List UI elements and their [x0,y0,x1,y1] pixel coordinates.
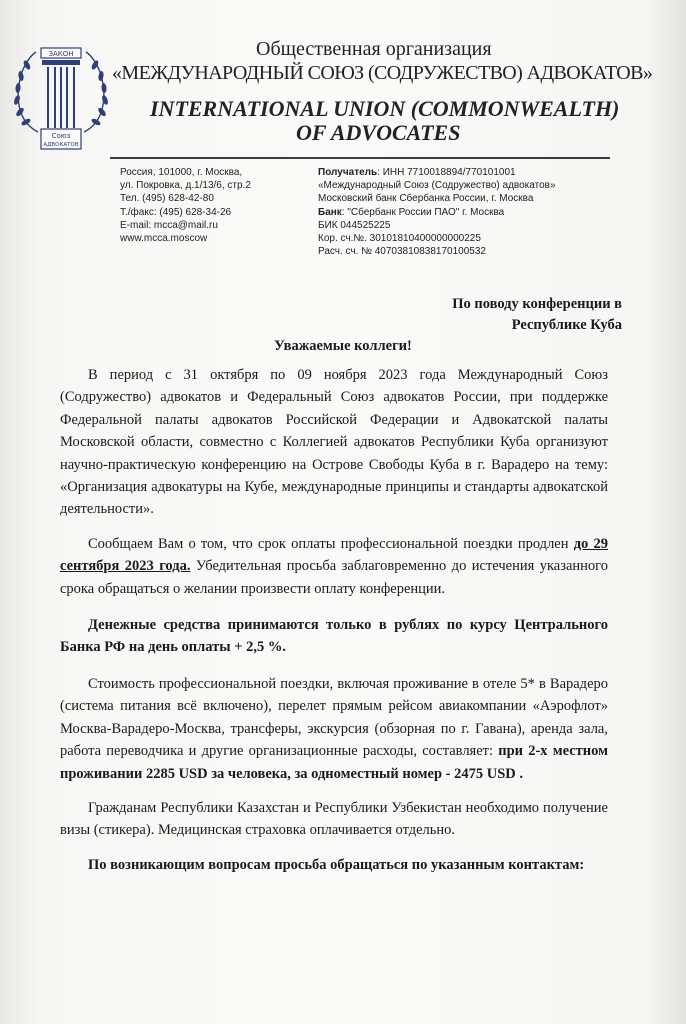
price-highlight: при 2-х местном проживании 2285 USD за человека, за одноместный номер - 2475 USD . [60,743,608,782]
contact-block [120,166,251,245]
paragraph-currency: Денежные средства принимаются только в рублях по курсу Центрального Банка РФ на день оплаты + 2,5 %. [60,617,608,656]
deadline-date: до 29 сентября 2023 года. [60,535,608,575]
paragraph-conference: В период с 31 октября по 09 ноября 2023 года Международный Союз (Содружество) адвокатов и Федеральный Союз адвокатов России, при поддержке Федеральной палаты адвокатов Российской Федерации и Адвокатской палаты Московской области, совместно с Коллегией адвокатов Республики Куба организуют научно-практическую конференцию на Острове Свободы Куба в г. Варадеро на тему: «Организация адвокатуры на Кубе, международные принципы и стандарты адвокатской деятельности». [60,367,608,518]
svg-text:АДВОКАТОВ: АДВОКАТОВ [43,142,79,148]
letter-subject: По поводу конференции в Республике Куба [452,296,622,333]
correspondent-account-line: Кор. сч.№. 30101810400000000225 [318,233,481,245]
paragraph-visa: Гражданам Республики Казахстан и Республики Узбекистан необходимо получение визы (стикера). Медицинская страховка оплачивается отдельно. [60,799,608,839]
org-name-en-line2: OF ADVOCATES [296,120,461,145]
address-line: Россия, 101000, г. Москва, [120,167,243,178]
bank-name-line: Банк: "Сбербанк России ПАО" г. Москва [318,206,505,218]
phone-line: Тел. (495) 628-42-80 [120,193,214,205]
website-line: www.mcca.moscow [120,233,208,245]
letter-body [60,364,608,876]
bank-detail-line: Московский банк Сбербанка России, г. Москва [318,193,534,205]
fax-line: Т./факс: (495) 628-34-26 [120,206,232,218]
address-line: ул. Покровка, д.1/13/6, стр.2 [120,180,251,192]
header-divider [110,157,610,159]
union-emblem-logo [8,42,114,152]
svg-text:Союз: Союз [51,132,71,140]
bank-details-block [318,166,556,258]
email-line: E-mail: mcca@mail.ru [120,219,218,231]
settlement-account-line: Расч. сч. № 40703810838170100532 [318,246,486,258]
bank-detail-line: «Международный Союз (Содружество) адвокатов» [318,180,556,192]
org-name-en-line1: INTERNATIONAL UNION (COMMONWEALTH) [150,96,620,121]
bic-line: БИК 044525225 [318,219,391,231]
recipient-line: Получатель: ИНН 7710018894/770101001 [318,167,516,178]
org-name-ru-line1: Общественная организация [256,38,492,60]
paragraph-cost: Стоимость профессиональной поездки, включая проживание в отеле 5* в Варадеро (система питания всё включено), перелет прямым рейсом авиакомпании «Аэрофлот» Москва-Варадеро-Москва, трансферы, экскурсия (обзорная по г. Гавана), аренда зала, работа переводчика и другие организационные расходы, составляет: при 2-х местном проживании 2285 USD за человека, за одноместный номер - 2475 USD . [60,675,608,782]
svg-text:ЗАКОН: ЗАКОН [48,50,74,58]
org-name-ru-line2: «МЕЖДУНАРОДНЫЙ СОЮЗ (СОДРУЖЕСТВО) АДВОКАТОВ» [112,62,653,84]
paragraph-payment-deadline: Сообщаем Вам о том, что срок оплаты профессиональной поездки продлен до 29 сентября 2023 года. Убедительная просьба заблаговременно до истечения указанного срока обращаться о желании произвести оплату конференции. [60,535,608,597]
salutation: Уважаемые коллеги! [274,338,412,354]
paragraph-contacts: По возникающим вопросам просьба обращаться по указанным контактам: [88,856,585,873]
